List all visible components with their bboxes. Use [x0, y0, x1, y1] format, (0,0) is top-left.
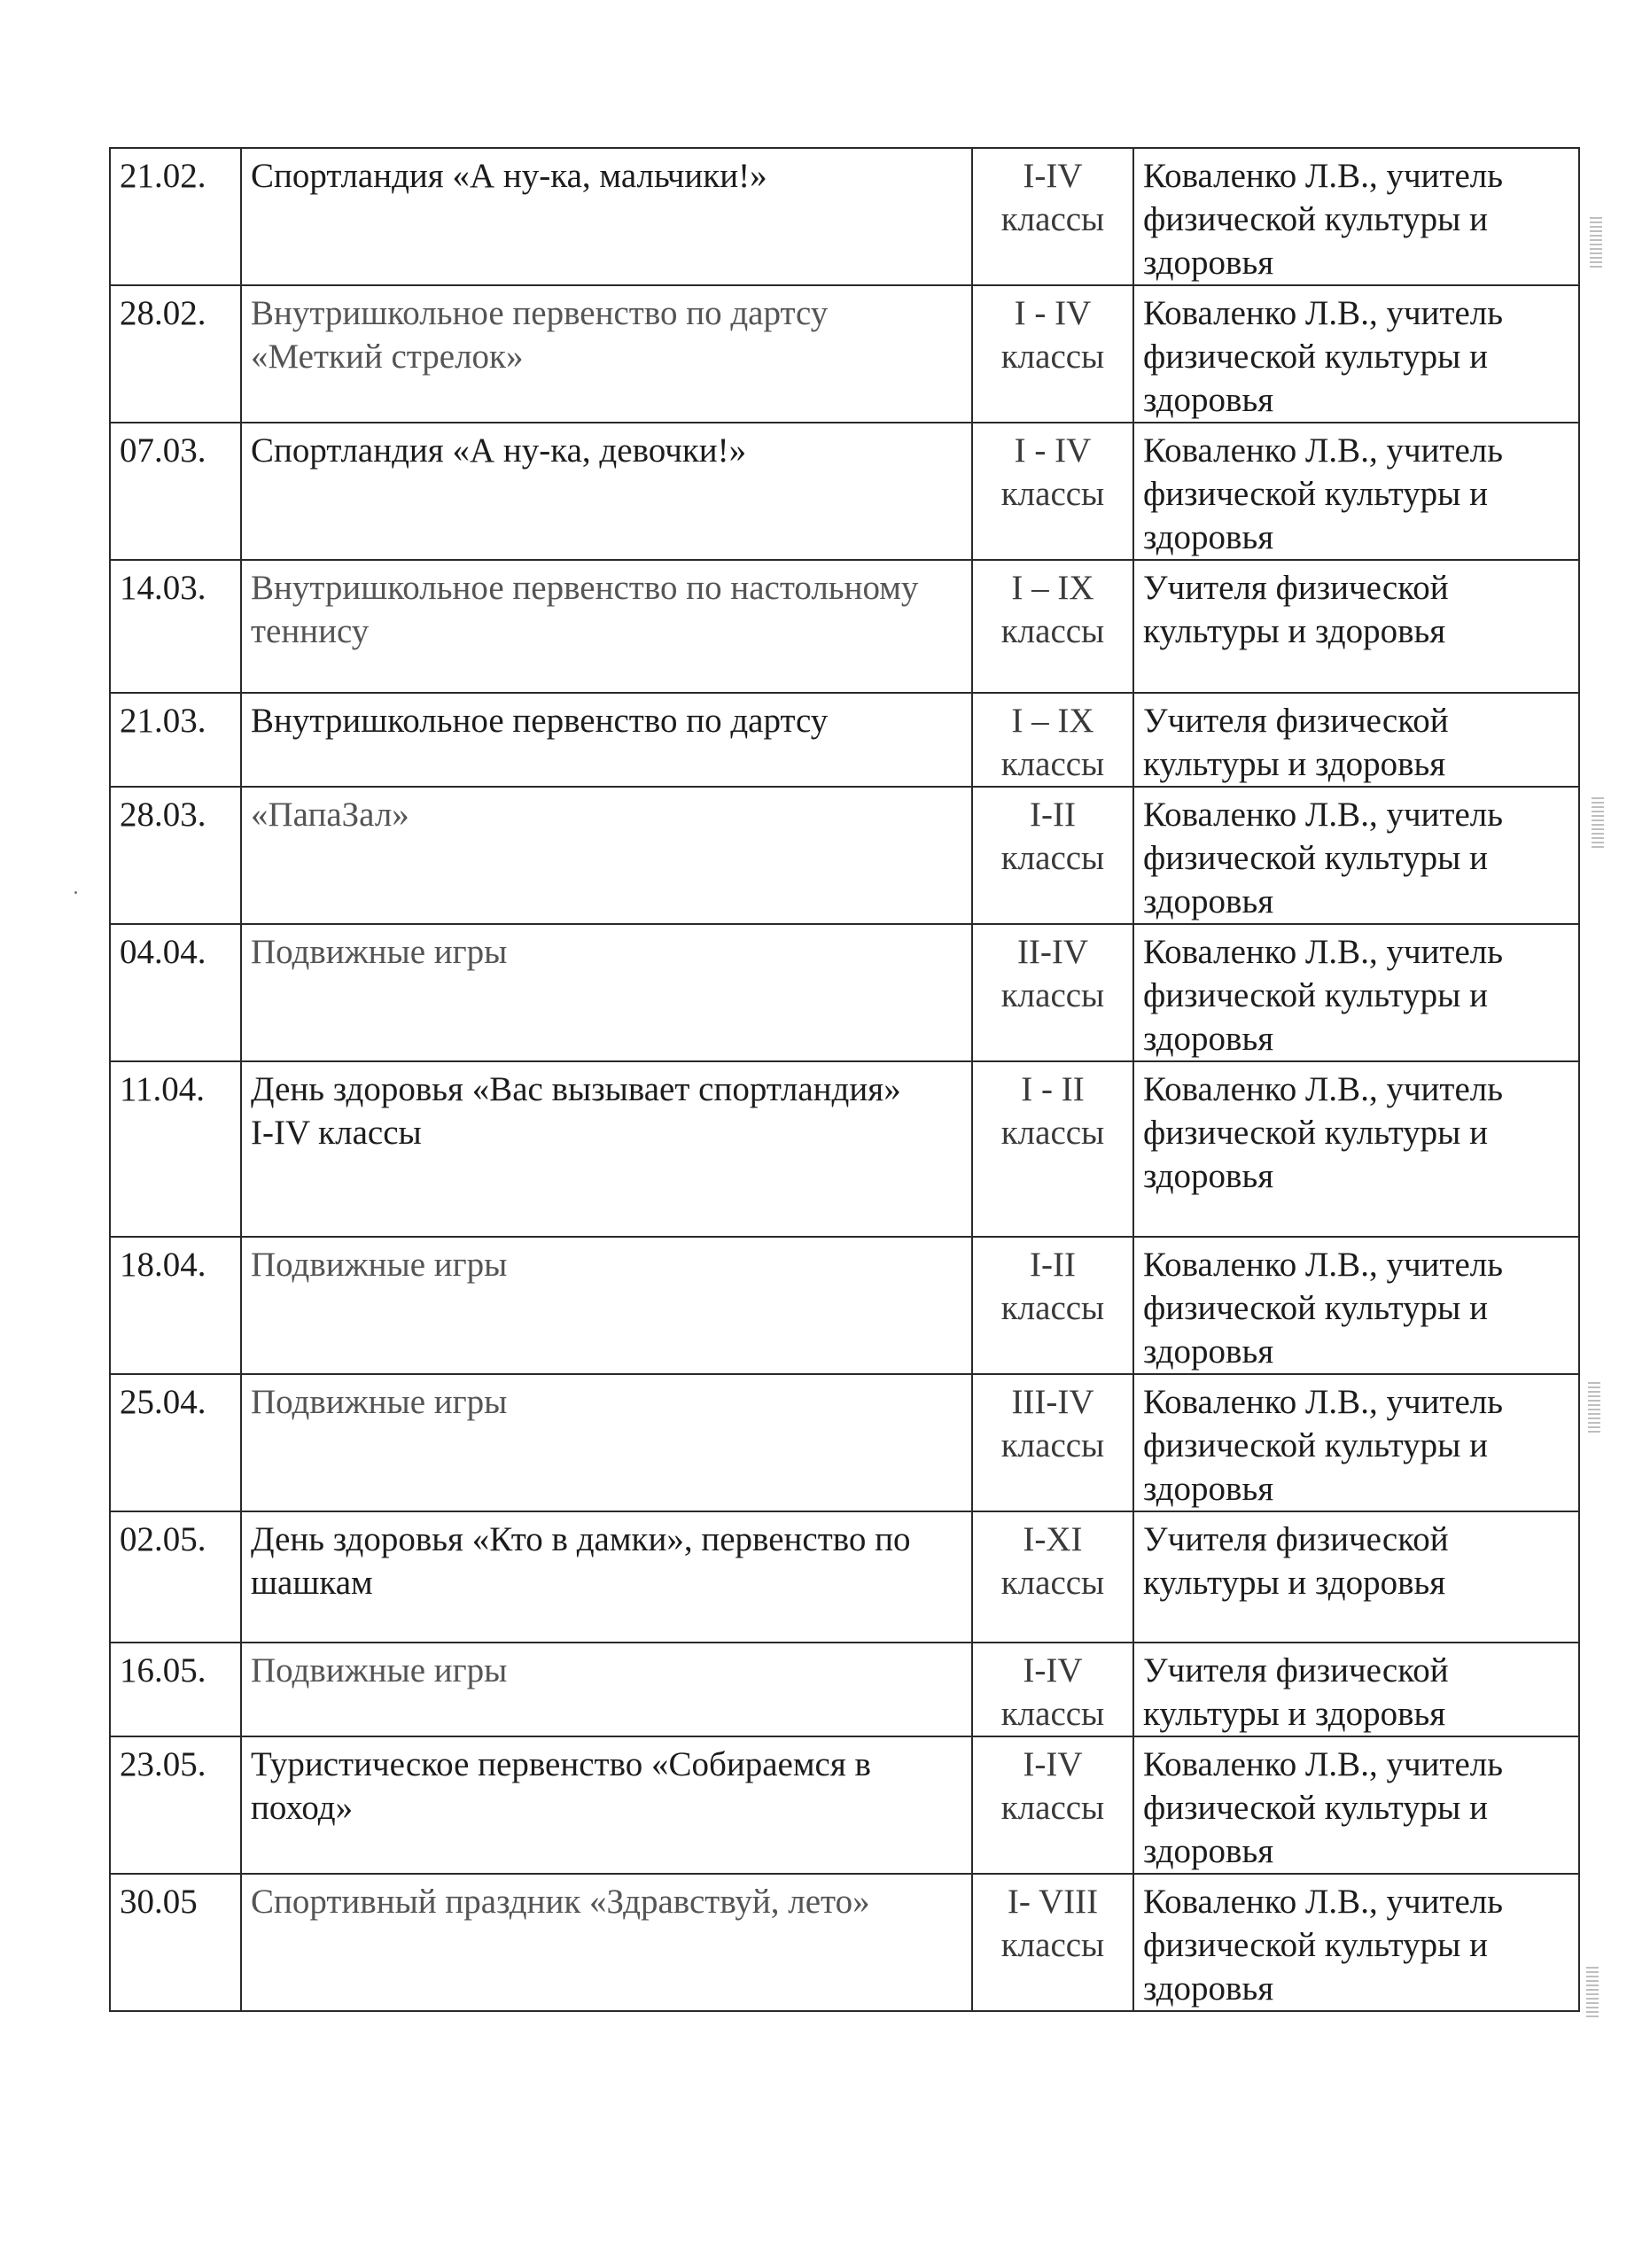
row-event: Внутришкольное первенство по дартсу «Меткий стрелок»	[241, 285, 972, 423]
row-grade	[972, 1374, 1133, 1511]
row-grade-text: I-XI классы	[1000, 1520, 1105, 1602]
row-event: Туристическое первенство «Собираемся в поход»	[241, 1736, 972, 1874]
row-grade-text: I- VIII классы	[1000, 1883, 1105, 1964]
row-grade	[972, 1237, 1133, 1374]
scan-speck	[74, 891, 77, 894]
row-responsible: Коваленко Л.В., учитель физической культуры и здоровья	[1133, 285, 1579, 423]
row-event: День здоровья «Вас вызывает спортландия» I-IV классы	[241, 1061, 972, 1237]
row-grade	[972, 148, 1133, 285]
row-date: 18.04.	[110, 1237, 241, 1374]
row-responsible: Коваленко Л.В., учитель физической культуры и здоровья	[1133, 787, 1579, 924]
row-grade	[972, 924, 1133, 1061]
row-grade-text: I – IX классы	[1000, 702, 1105, 783]
row-grade-text: I - IV классы	[1000, 431, 1105, 513]
row-date: 02.05.	[110, 1511, 241, 1643]
table-row	[110, 693, 1579, 787]
row-responsible: Коваленко Л.В., учитель физической культуры и здоровья	[1133, 148, 1579, 285]
table-row	[110, 1736, 1579, 1874]
row-grade	[972, 787, 1133, 924]
row-grade-text: I-IV классы	[1000, 157, 1105, 238]
row-grade-text: I - II классы	[1000, 1070, 1105, 1152]
row-responsible: Учителя физической культуры и здоровья	[1133, 1511, 1579, 1643]
row-date: 25.04.	[110, 1374, 241, 1511]
row-event: День здоровья «Кто в дамки», первенство по шашкам	[241, 1511, 972, 1643]
row-event: Внутришкольное первенство по настольному теннису	[241, 560, 972, 693]
row-date: 14.03.	[110, 560, 241, 693]
table-row	[110, 1237, 1579, 1374]
scan-artifact	[1592, 797, 1604, 850]
table-row	[110, 285, 1579, 423]
row-grade	[972, 285, 1133, 423]
row-grade	[972, 1736, 1133, 1874]
row-date: 28.03.	[110, 787, 241, 924]
row-grade	[972, 1511, 1133, 1643]
row-date: 23.05.	[110, 1736, 241, 1874]
table-row	[110, 1511, 1579, 1643]
row-date: 21.03.	[110, 693, 241, 787]
row-date: 11.04.	[110, 1061, 241, 1237]
row-responsible: Коваленко Л.В., учитель физической культуры и здоровья	[1133, 1237, 1579, 1374]
row-responsible: Учителя физической культуры и здоровья	[1133, 560, 1579, 693]
row-grade	[972, 1874, 1133, 2011]
row-responsible: Коваленко Л.В., учитель физической культуры и здоровья	[1133, 423, 1579, 560]
row-date: 04.04.	[110, 924, 241, 1061]
row-grade-text: I – IX классы	[1000, 569, 1105, 650]
row-grade	[972, 560, 1133, 693]
table-row	[110, 787, 1579, 924]
row-date: 28.02.	[110, 285, 241, 423]
row-event: Подвижные игры	[241, 1374, 972, 1511]
row-grade-text: I-IV классы	[1000, 1651, 1105, 1733]
row-grade-text: I-IV классы	[1000, 1745, 1105, 1827]
row-event: Спортландия «А ну-ка, девочки!»	[241, 423, 972, 560]
scan-artifact	[1586, 1967, 1599, 2020]
row-responsible: Коваленко Л.В., учитель физической культуры и здоровья	[1133, 1736, 1579, 1874]
row-grade	[972, 1643, 1133, 1736]
table-row	[110, 1643, 1579, 1736]
table-row	[110, 1874, 1579, 2011]
table-row	[110, 1374, 1579, 1511]
row-date: 07.03.	[110, 423, 241, 560]
table-row	[110, 148, 1579, 285]
table-row	[110, 924, 1579, 1061]
row-event: Спортивный праздник «Здравствуй, лето»	[241, 1874, 972, 2011]
row-responsible: Учителя физической культуры и здоровья	[1133, 693, 1579, 787]
row-date: 30.05	[110, 1874, 241, 2011]
row-grade-text: I-II классы	[1000, 796, 1105, 877]
row-event: Подвижные игры	[241, 1643, 972, 1736]
row-grade-text: I-II классы	[1000, 1246, 1105, 1327]
row-responsible: Учителя физической культуры и здоровья	[1133, 1643, 1579, 1736]
row-event: Подвижные игры	[241, 1237, 972, 1374]
row-date: 21.02.	[110, 148, 241, 285]
row-grade	[972, 693, 1133, 787]
row-event: Внутришкольное первенство по дартсу	[241, 693, 972, 787]
row-grade-text: III-IV классы	[1000, 1383, 1105, 1464]
row-date: 16.05.	[110, 1643, 241, 1736]
row-grade	[972, 1061, 1133, 1237]
events-table	[109, 147, 1580, 2012]
row-responsible: Коваленко Л.В., учитель физической культуры и здоровья	[1133, 1061, 1579, 1237]
row-responsible: Коваленко Л.В., учитель физической культуры и здоровья	[1133, 1374, 1579, 1511]
row-responsible: Коваленко Л.В., учитель физической культуры и здоровья	[1133, 924, 1579, 1061]
row-event: «ПапаЗал»	[241, 787, 972, 924]
row-grade	[972, 423, 1133, 560]
row-event: Спортландия «А ну-ка, мальчики!»	[241, 148, 972, 285]
table-row	[110, 1061, 1579, 1237]
row-event: Подвижные игры	[241, 924, 972, 1061]
row-grade-text: I - IV классы	[1000, 294, 1105, 376]
row-responsible: Коваленко Л.В., учитель физической культуры и здоровья	[1133, 1874, 1579, 2011]
table-row	[110, 560, 1579, 693]
row-grade-text: II-IV классы	[1000, 933, 1105, 1014]
table-row	[110, 423, 1579, 560]
scan-artifact	[1588, 1382, 1600, 1435]
scan-artifact	[1590, 217, 1602, 270]
